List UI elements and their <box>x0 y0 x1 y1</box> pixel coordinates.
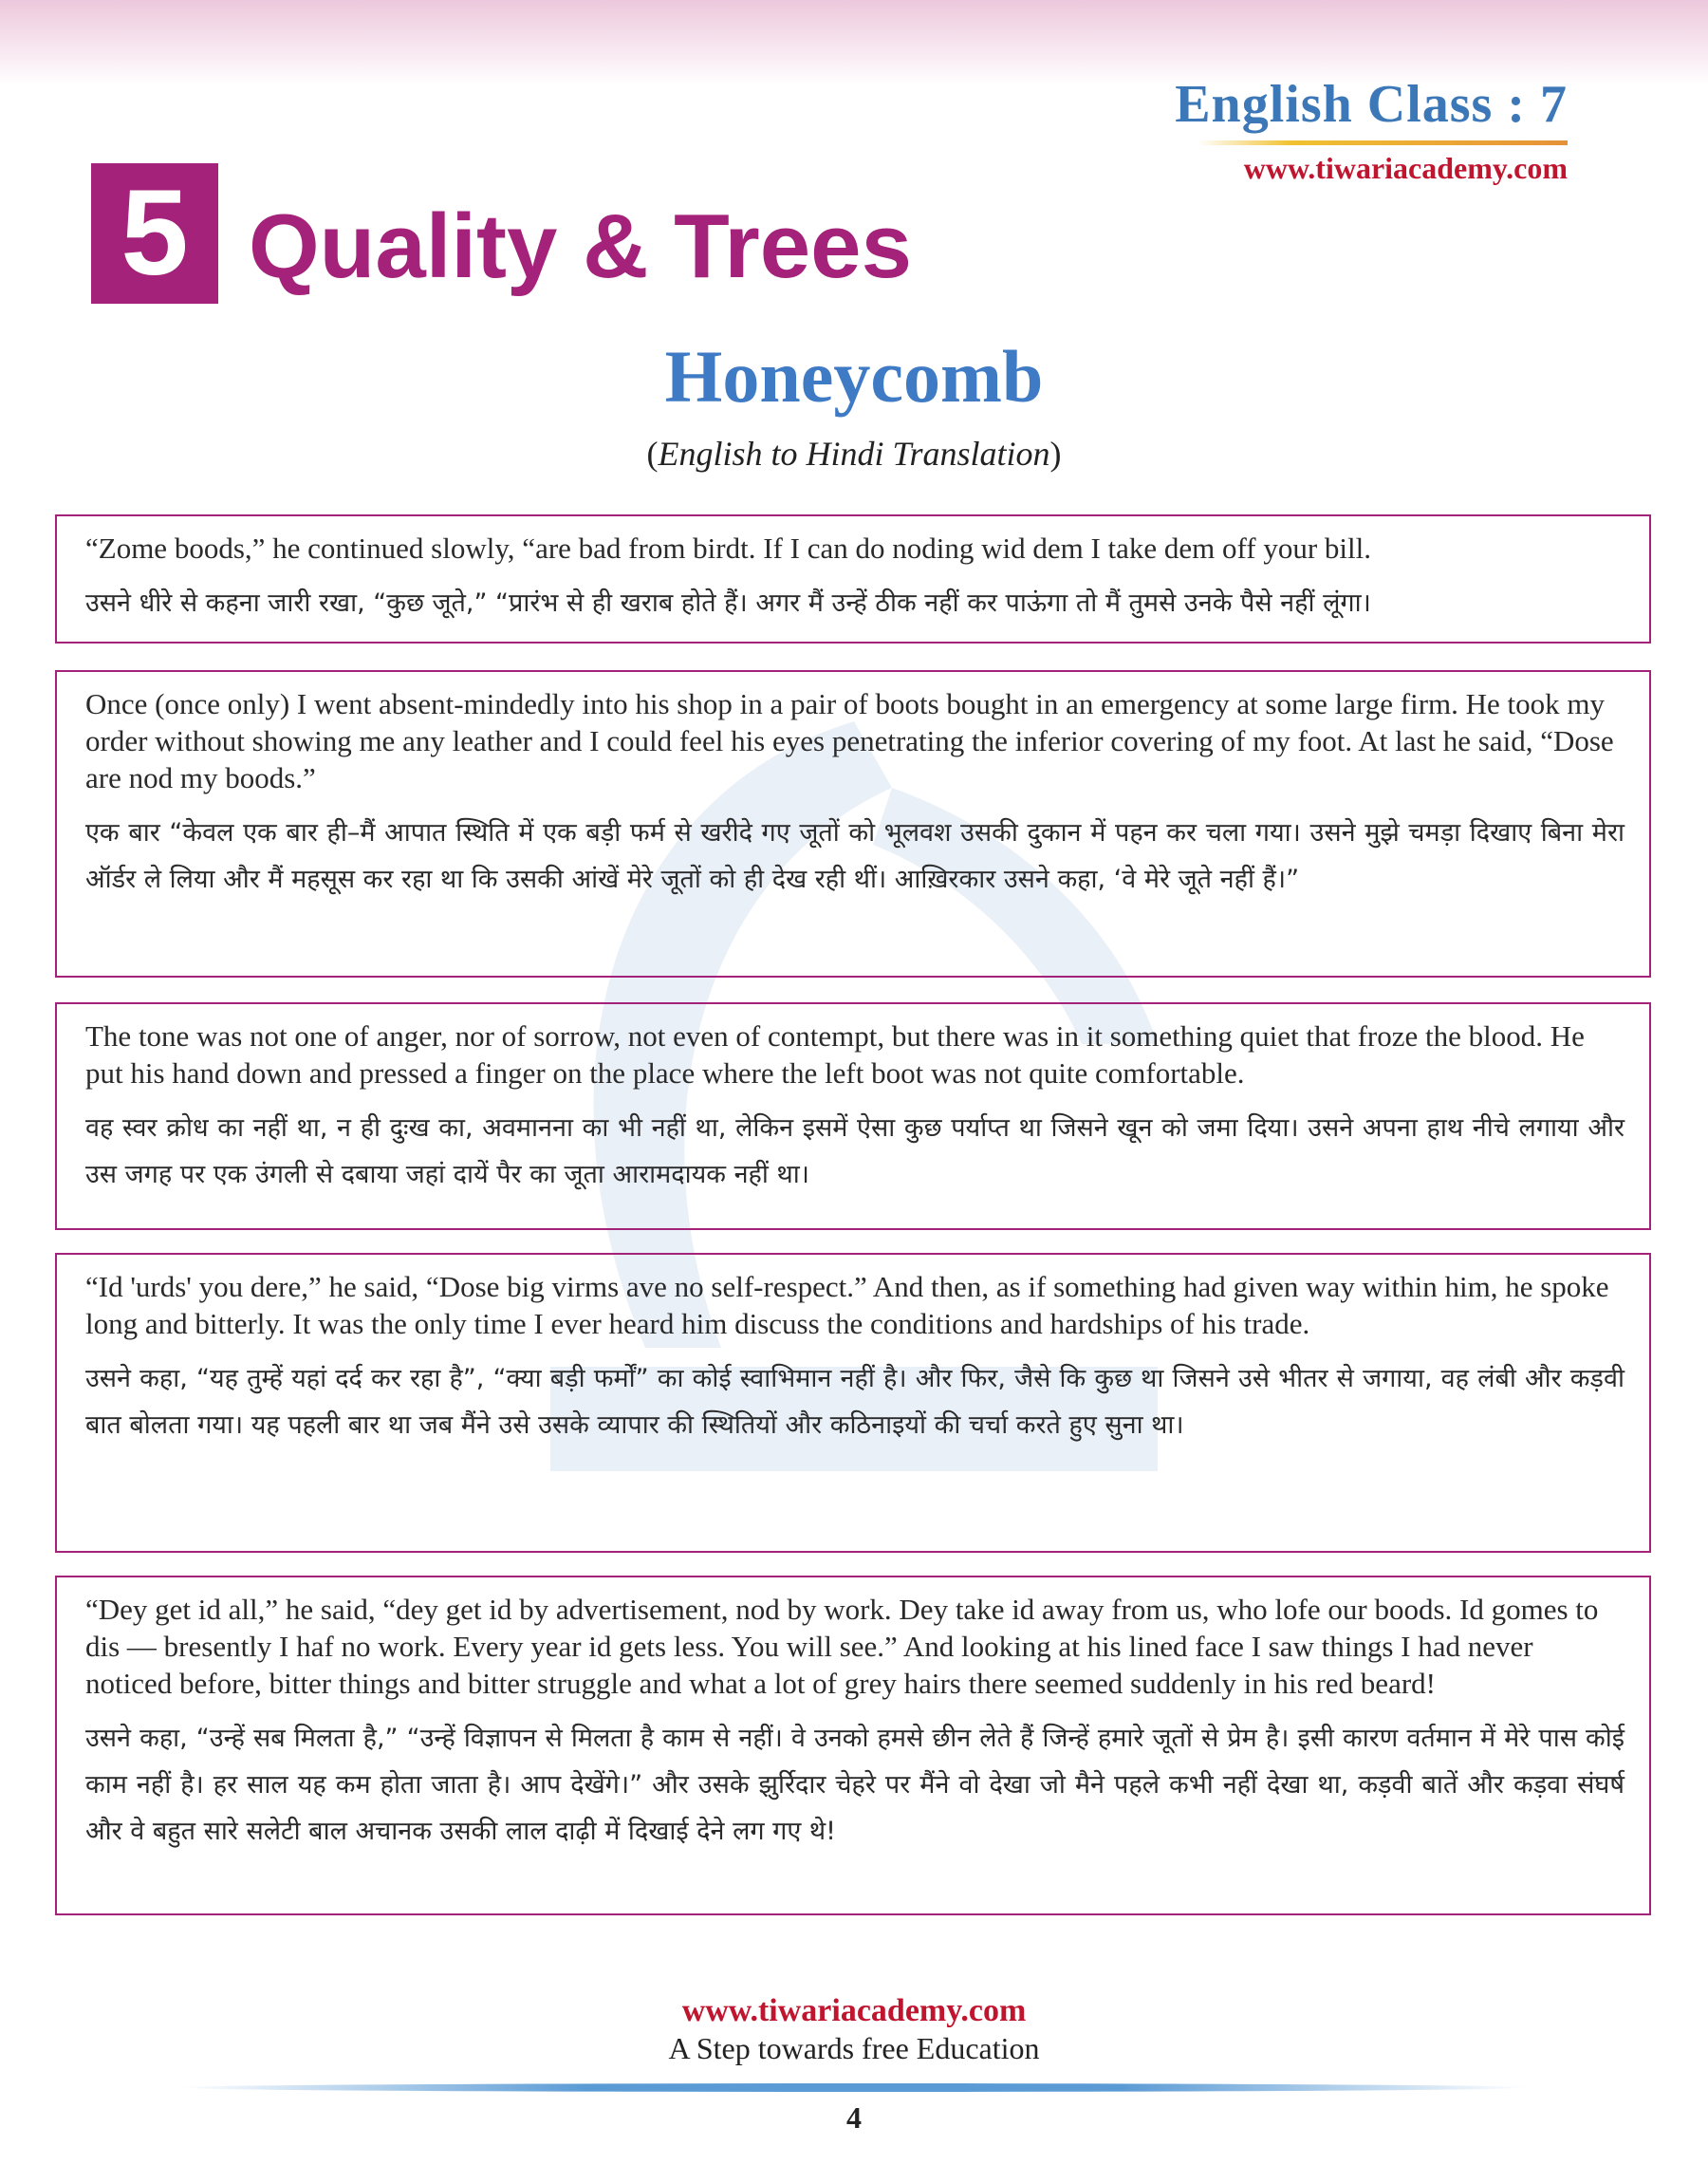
passage-box-4 <box>55 1253 1651 1553</box>
passage-hindi: एक बार “केवल एक बार ही–मैं आपात स्थिति में एक बड़ी फर्म से खरीदे गए जूतों को भूलवश उसकी दुकान में पहन कर चला गया। उसने मुझे चमड़ा दिखाए बिना मेरा ऑर्डर ले लिया और मैं महसूस कर रहा था कि उसकी आंखें मेरे जूतों को ही देख रही थीं। आख़िरकार उसने कहा, ‘वे मेरे जूते नहीं हैं।” <box>85 818 1624 894</box>
passage-english: Once (once only) I went absent-mindedly into his shop in a pair of boots bought in an emergency at some large firm. He took my order without showing me any leather and I could feel his eyes penetrating the inferior covering of my foot. At last he said, “Dose are nod my boods.” <box>85 687 1614 794</box>
chapter-number: 5 <box>91 163 218 304</box>
passage-hindi: वह स्वर क्रोध का नहीं था, न ही दुःख का, अवमानना का भी नहीं था, लेकिन इसमें ऐसा कुछ पर्याप्त था जिसने खून को जमा दिया। उसने अपना हाथ नीचे लगाया और उस जगह पर एक उंगली से दबाया जहां दायें पैर का जूता आरामदायक नहीं था। <box>85 1113 1624 1189</box>
passage-english: “Id 'urds' you dere,” he said, “Dose big virms ave no self-respect.” And then, as if something had given way within him, he spoke long and bitterly. It was the only time I ever heard him discuss the conditions and hardships of his trade. <box>85 1270 1609 1340</box>
brand-underline <box>1197 140 1568 145</box>
subtitle-open-paren: ( <box>646 435 659 473</box>
footer-site-link[interactable]: www.tiwariacademy.com <box>681 1993 1027 2028</box>
subtitle-text: English to Hindi Translation <box>658 435 1050 473</box>
header-site-link[interactable]: www.tiwariacademy.com <box>1243 151 1568 185</box>
passage-hindi: उसने कहा, “यह तुम्हें यहां दर्द कर रहा है”, “क्या बड़ी फर्मों” का कोई स्वाभिमान नहीं है। और फिर, जैसे कि कुछ था जिसने उसे भीतर से जगाया, वह लंबी और कड़वी बात बोलता गया। यह पहली बार था जब मैंने उसे उसके व्यापार की स्थितियों और कठिनाइयों की चर्चा करते हुए सुना था। <box>85 1364 1624 1440</box>
top-gradient-band <box>0 0 1708 85</box>
subtitle-close-paren: ) <box>1049 435 1062 473</box>
passage-english: The tone was not one of anger, nor of sorrow, not even of contempt, but there was in it something quiet that froze the blood. He put his hand down and pressed a finger on the place where the left boot was not quite comfortable. <box>85 1019 1585 1090</box>
passage-box-2 <box>55 670 1651 978</box>
passage-hindi: उसने कहा, “उन्हें सब मिलता है,” “उन्हें विज्ञापन से मिलता है काम से नहीं। वे उनको हमसे छीन लेते हैं जिन्हें हमारे जूतों से प्रेम है। इसी कारण वर्तमान में मेरे पास कोई काम नहीं है। हर साल यह कम होता जाता है। आप देखेंगे।” और उसके झुर्रिदार चेहरे पर मैंने वो देखा जो मैने पहले कभी नहीं देखा था, कड़वी बातें और कड़वा संघर्ष और वे बहुत सारे सलेटी बाल अचानक उसकी लाल दाढ़ी में दिखाई देने लग गए थे! <box>85 1724 1624 1846</box>
footer-tagline: A Step towards free Education <box>668 2031 1040 2065</box>
book-title: Honeycomb <box>664 335 1044 418</box>
passage-hindi: उसने धीरे से कहना जारी रखा, “कुछ जूते,” “प्रारंभ से ही खराब होते हैं। अगर मैं उन्हें ठीक नहीं कर पाऊंगा तो मैं तुमसे उनके पैसे नहीं लूंगा। <box>85 588 1371 618</box>
passage-box-5 <box>55 1576 1651 1915</box>
class-label: English Class : 7 <box>1175 75 1568 134</box>
page-number: 4 <box>846 2100 862 2135</box>
passage-box-3 <box>55 1002 1651 1230</box>
passage-english: “Dey get id all,” he said, “dey get id by advertisement, nod by work. Dey take id away from us, who lofe our boods. Id gomes to dis — bresently I haf no work. Every year id gets less. You will see.” And looking at his lined face I saw things I had never noticed before, bitter things and bitter struggle and what a lot of grey hairs there seemed suddenly in his red beard! <box>85 1593 1599 1700</box>
brand-header <box>1175 75 1568 185</box>
passage-english: “Zome boods,” he continued slowly, “are bad from birdt. If I can do noding wid dem I take dem off your bill. <box>85 532 1372 565</box>
passage-box-1 <box>55 514 1651 644</box>
footer-divider <box>180 2083 1528 2092</box>
subtitle <box>0 437 1708 471</box>
chapter-title: Quality & Trees <box>249 196 912 297</box>
